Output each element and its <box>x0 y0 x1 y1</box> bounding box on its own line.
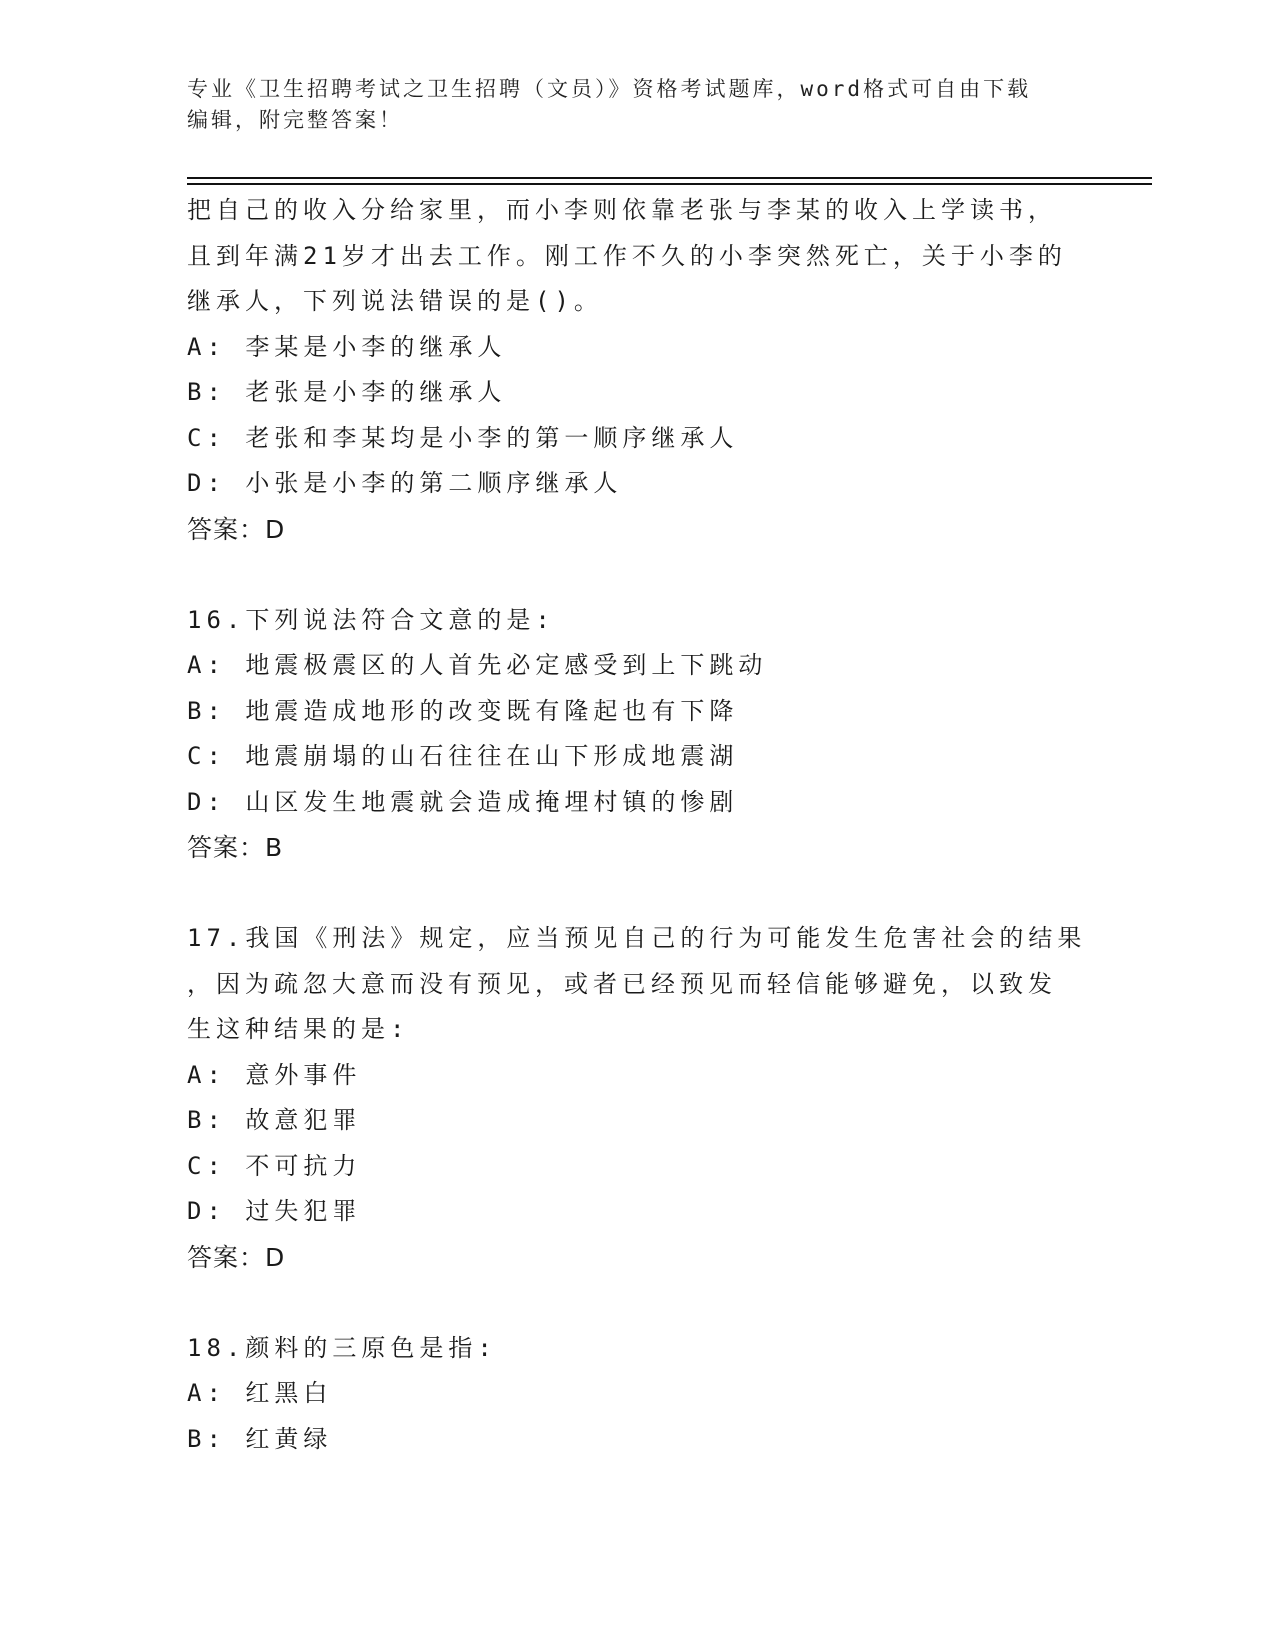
option-d: D: 小张是小李的第二顺序继承人 <box>187 469 623 497</box>
option-c: C: 地震崩塌的山石往往在山下形成地震湖 <box>187 742 739 770</box>
header-line-1: 专业《卫生招聘考试之卫生招聘（文员）》资格考试题库，word格式可自由下载 <box>187 77 1032 101</box>
option-b: B: 老张是小李的继承人 <box>187 378 507 406</box>
question-15 <box>187 188 1147 552</box>
option-c: C: 不可抗力 <box>187 1151 362 1180</box>
spacer <box>187 1280 1147 1326</box>
question-stem-line: 继承人，下列说法错误的是()。 <box>187 287 603 315</box>
answer: 答案：D <box>187 514 286 544</box>
question-16 <box>187 598 1147 871</box>
question-stem-line: ，因为疏忽大意而没有预见，或者已经预见而轻信能够避免，以致发 <box>187 969 1057 998</box>
option-a: A: 红黑白 <box>187 1379 333 1407</box>
question-stem-line: 生这种结果的是: <box>187 1015 410 1043</box>
option-a: A: 李某是小李的继承人 <box>187 332 507 361</box>
spacer <box>187 552 1147 598</box>
option-a: A: 意外事件 <box>187 1060 362 1089</box>
question-18 <box>187 1326 1147 1463</box>
option-b: B: 故意犯罪 <box>187 1106 362 1134</box>
question-stem-line: 16.下列说法符合文意的是: <box>187 605 555 634</box>
option-c: C: 老张和李某均是小李的第一顺序继承人 <box>187 423 739 452</box>
option-a: A: 地震极震区的人首先必定感受到上下跳动 <box>187 651 768 679</box>
option-b: B: 地震造成地形的改变既有隆起也有下降 <box>187 696 739 725</box>
option-d: D: 过失犯罪 <box>187 1197 362 1225</box>
header-rule-top <box>187 177 1152 179</box>
document-body <box>187 188 1147 1462</box>
question-stem-line: 17.我国《刑法》规定，应当预见自己的行为可能发生危害社会的结果 <box>187 924 1087 952</box>
question-stem-line: 且到年满21岁才出去工作。刚工作不久的小李突然死亡，关于小李的 <box>187 241 1067 270</box>
question-stem-line: 18.颜料的三原色是指: <box>187 1333 497 1362</box>
option-b: B: 红黄绿 <box>187 1424 333 1453</box>
question-stem-line: 把自己的收入分给家里，而小李则依靠老张与李某的收入上学读书， <box>187 196 1057 224</box>
option-d: D: 山区发生地震就会造成掩埋村镇的惨剧 <box>187 787 739 816</box>
answer: 答案：D <box>187 1242 286 1272</box>
answer: 答案：B <box>187 833 284 862</box>
header-rule-bottom <box>187 183 1152 185</box>
question-17 <box>187 916 1147 1280</box>
document-header <box>187 74 1087 136</box>
header-line-2: 编辑，附完整答案！ <box>187 108 403 132</box>
spacer <box>187 871 1147 917</box>
